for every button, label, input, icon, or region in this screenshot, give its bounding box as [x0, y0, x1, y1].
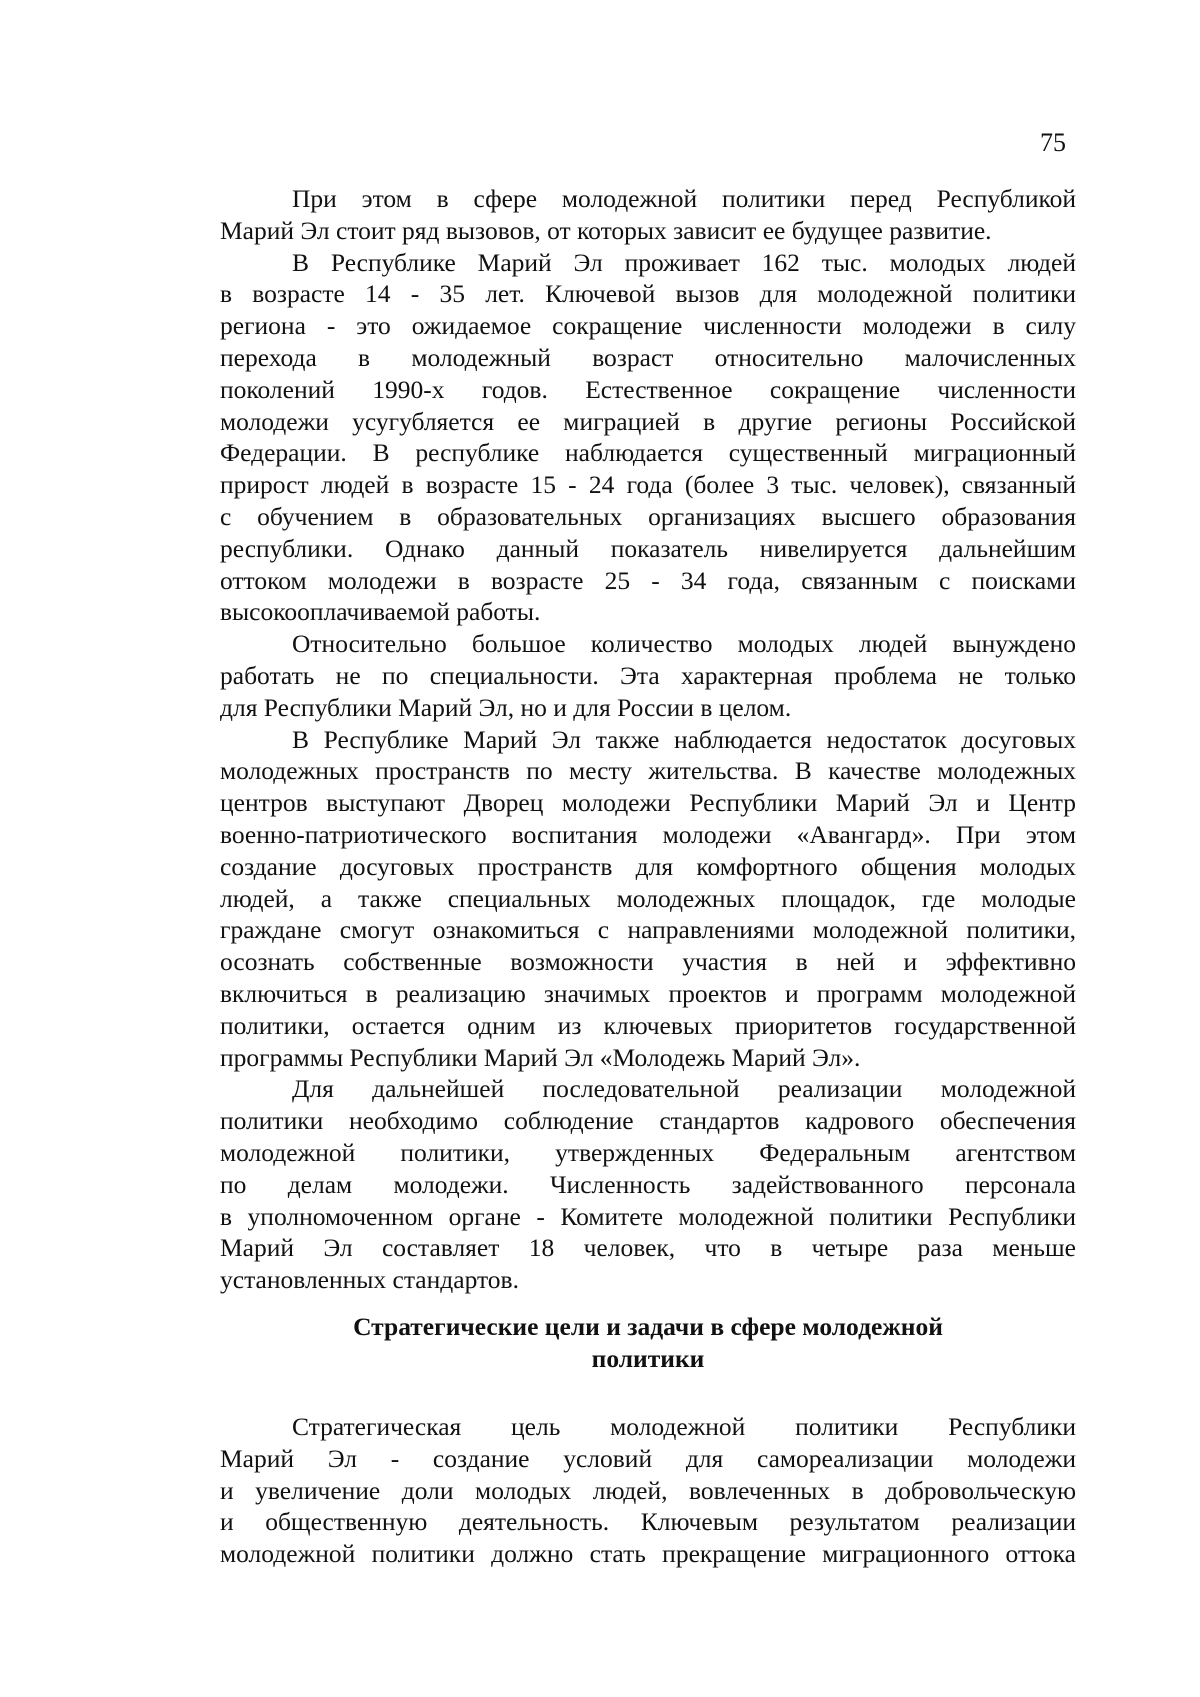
text-line: в возрасте 14 - 35 лет. Ключевой вызов для молодежной политики: [220, 279, 1076, 309]
text-line: в уполномоченном органе - Комитете молодежной политики Республики: [220, 1201, 1076, 1231]
text-line: Марий Эл стоит ряд вызовов, от которых зависит ее будущее развитие.: [220, 215, 992, 245]
paragraph-employment: [220, 628, 1076, 723]
text-line: центров выступают Дворец молодежи Республики Марий Эл и Центр: [220, 788, 1076, 818]
text-line: программы Республики Марий Эл «Молодежь Марий Эл».: [220, 1042, 861, 1072]
text-line: высокооплачиваемой работы.: [220, 597, 541, 627]
text-line: Марий Эл - создание условий для самореализации молодежи: [220, 1443, 1076, 1473]
text-line: и увеличение доли молодых людей, вовлеченных в добровольческую: [220, 1475, 1076, 1505]
text-line: Для дальнейшей последовательной реализации молодежной: [292, 1074, 1076, 1104]
text-line: республики. Однако данный показатель нивелируется дальнейшим: [220, 533, 1076, 563]
text-line: молодежной политики должно стать прекращение миграционного оттока: [220, 1539, 1076, 1569]
text-line: работать не по специальности. Эта характерная проблема не только: [220, 660, 1076, 690]
heading-line: политики: [591, 1344, 705, 1373]
text-line: перехода в молодежный возраст относительно малочисленных: [220, 342, 1076, 372]
text-line: включиться в реализацию значимых проектов и программ молодежной: [220, 978, 1076, 1008]
text-line: молодежных пространств по месту жительства. В качестве молодежных: [220, 756, 1076, 786]
text-line: для Республики Марий Эл, но и для России в целом.: [220, 692, 792, 722]
text-line: молодежи усугубляется ее миграцией в другие регионы Российской: [220, 406, 1076, 436]
text-line: региона - это ожидаемое сокращение численности молодежи в силу: [220, 311, 1076, 341]
text-line: людей, а также специальных молодежных площадок, где молодые: [220, 883, 1076, 913]
text-line: Марий Эл составляет 18 человек, что в четыре раза меньше: [220, 1233, 1076, 1263]
text-line: Федерации. В республике наблюдается существенный миграционный: [220, 438, 1076, 468]
text-line: политики необходимо соблюдение стандартов кадрового обеспечения: [220, 1106, 1076, 1136]
text-line: В Республике Марий Эл проживает 162 тыс. молодых людей: [292, 247, 1076, 277]
text-line: военно-патриотического воспитания молодежи «Авангард». При этом: [220, 819, 1076, 849]
heading-line: Стратегические цели и задачи в сфере молодежной: [353, 1312, 943, 1341]
text-line: и общественную деятельность. Ключевым результатом реализации: [220, 1507, 1076, 1537]
text-line: осознать собственные возможности участия в ней и эффективно: [220, 947, 1076, 977]
text-line: Стратегическая цель молодежной политики Республики: [292, 1412, 1076, 1441]
text-line: по делам молодежи. Численность задействованного персонала: [220, 1169, 1076, 1199]
text-line: Относительно большое количество молодых людей вынуждено: [292, 629, 1076, 659]
text-line: При этом в сфере молодежной политики перед Республикой: [292, 184, 1076, 213]
text-line: оттоком молодежи в возрасте 25 - 34 года, связанным с поисками: [220, 565, 1076, 595]
text-line: поколений 1990-х годов. Естественное сокращение численности: [220, 374, 1076, 404]
body-text-lower: [220, 1411, 1076, 1570]
text-line: установленных стандартов.: [220, 1265, 519, 1295]
text-line: политики, остается одним из ключевых приоритетов государственной: [220, 1010, 1076, 1040]
text-line: молодежной политики, утвержденных Федеральным агентством: [220, 1137, 1076, 1167]
paragraph-staffing-standards: [220, 1073, 1076, 1296]
text-line: создание досуговых пространств для комфортного общения молодых: [220, 851, 1076, 881]
paragraph-strategic-goal: [220, 1411, 1076, 1570]
text-line: с обучением в образовательных организациях высшего образования: [220, 501, 1076, 531]
text-line: прирост людей в возрасте 15 - 24 года (более 3 тыс. человек), связанный: [220, 470, 1076, 500]
section-heading: [220, 1311, 1076, 1375]
paragraph-challenges-intro: [220, 183, 1076, 247]
paragraph-youth-population: [220, 247, 1076, 629]
text-line: В Республике Марий Эл также наблюдается недостаток досуговых: [292, 724, 1076, 754]
page-number: 75: [1040, 128, 1066, 157]
body-text-upper: [220, 183, 1076, 1296]
paragraph-leisure-spaces: [220, 724, 1076, 1074]
text-line: граждане смогут ознакомиться с направлениями молодежной политики,: [220, 915, 1076, 945]
